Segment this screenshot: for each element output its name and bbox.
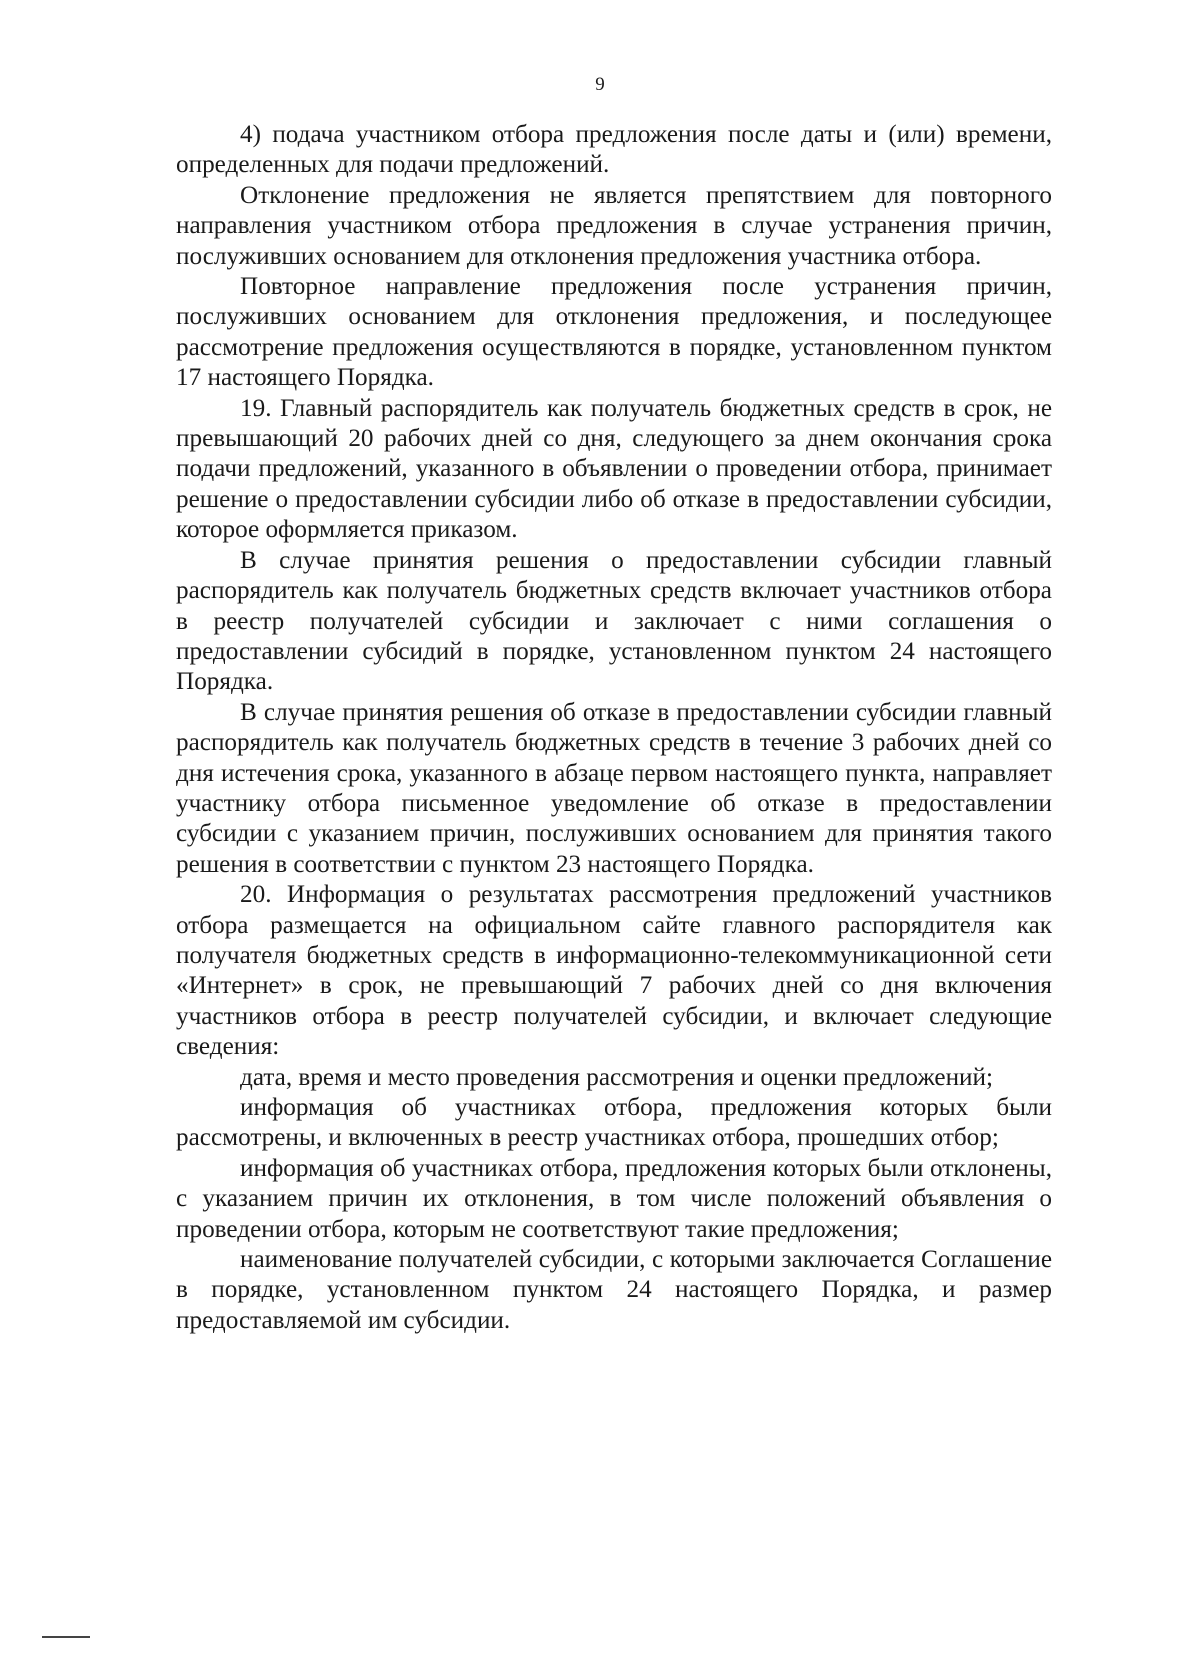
list-item-reviewed-participants: информация об участниках отбора, предложения которых были рассмотрены, и включенных в реестр участниках отбора, прошедших отбор; [176,1094,1052,1152]
page-number: 9 [595,74,605,95]
list-item-recipients: наименование получателей субсидии, с которыми заключается Соглашение в порядке, установленном пунктом 24 настоящего Порядка, и размер предоставляемой им субсидии. [176,1246,1052,1334]
paragraph-decision-grant: В случае принятия решения о предоставлении субсидии главный распорядитель как получатель бюджетных средств включает участников отбора в реестр получателей субсидии и заключает с ними соглашения о предоставлении субсидий в порядке, установленном пунктом 24 настоящего Порядка. [176,546,1052,696]
paragraph-rejection-reason-4: 4) подача участником отбора предложения после даты и (или) времени, определенных для подачи предложений. [176,121,1052,179]
paragraph-section-20: 20. Информация о результатах рассмотрения предложений участников отбора размещается на официальном сайте главного распорядителя как получателя бюджетных средств в информационно-телекоммуникационной сети «Интернет» в срок, не превышающий 7 рабочих дней со дня включения участников отбора в реестр получателей субсидии, и включает следующие сведения: [176,881,1052,1061]
paragraph-rejection-not-obstacle: Отклонение предложения не является препятствием для повторного направления участником отбора предложения в случае устранения причин, послуживших основанием для отклонения предложения участника отбора. [176,181,1052,270]
list-item-date-time-place: дата, время и место проведения рассмотрения и оценки предложений; [240,1063,994,1091]
document-body [176,120,1052,1336]
paragraph-repeat-submission: Повторное направление предложения после устранения причин, послуживших основанием для отклонения предложения, и последующее рассмотрение предложения осуществляются в порядке, установленном пунктом 17 настоящего Порядка. [176,273,1052,392]
paragraph-decision-refusal: В случае принятия решения об отказе в предоставлении субсидии главный распорядитель как получатель бюджетных средств в течение 3 рабочих дней со дня истечения срока, указанного в абзаце первом настоящего пункта, направляет участнику отбора письменное уведомление об отказе в предоставлении субсидии с указанием причин, послуживших основанием для принятия такого решения в соответствии с пунктом 23 настоящего Порядка. [176,698,1052,878]
scan-margin-mark [42,1636,90,1638]
list-item-rejected-participants: информация об участниках отбора, предложения которых были отклонены, с указанием причин их отклонения, в том числе положений объявления о проведении отбора, которым не соответствуют такие предложения; [176,1154,1052,1243]
paragraph-section-19: 19. Главный распорядитель как получатель бюджетных средств в срок, не превышающий 20 рабочих дней со дня, следующего за днем окончания срока подачи предложений, указанного в объявлении о проведении отбора, принимает решение о предоставлении субсидии либо об отказе в предоставлении субсидии, которое оформляется приказом. [176,394,1052,544]
